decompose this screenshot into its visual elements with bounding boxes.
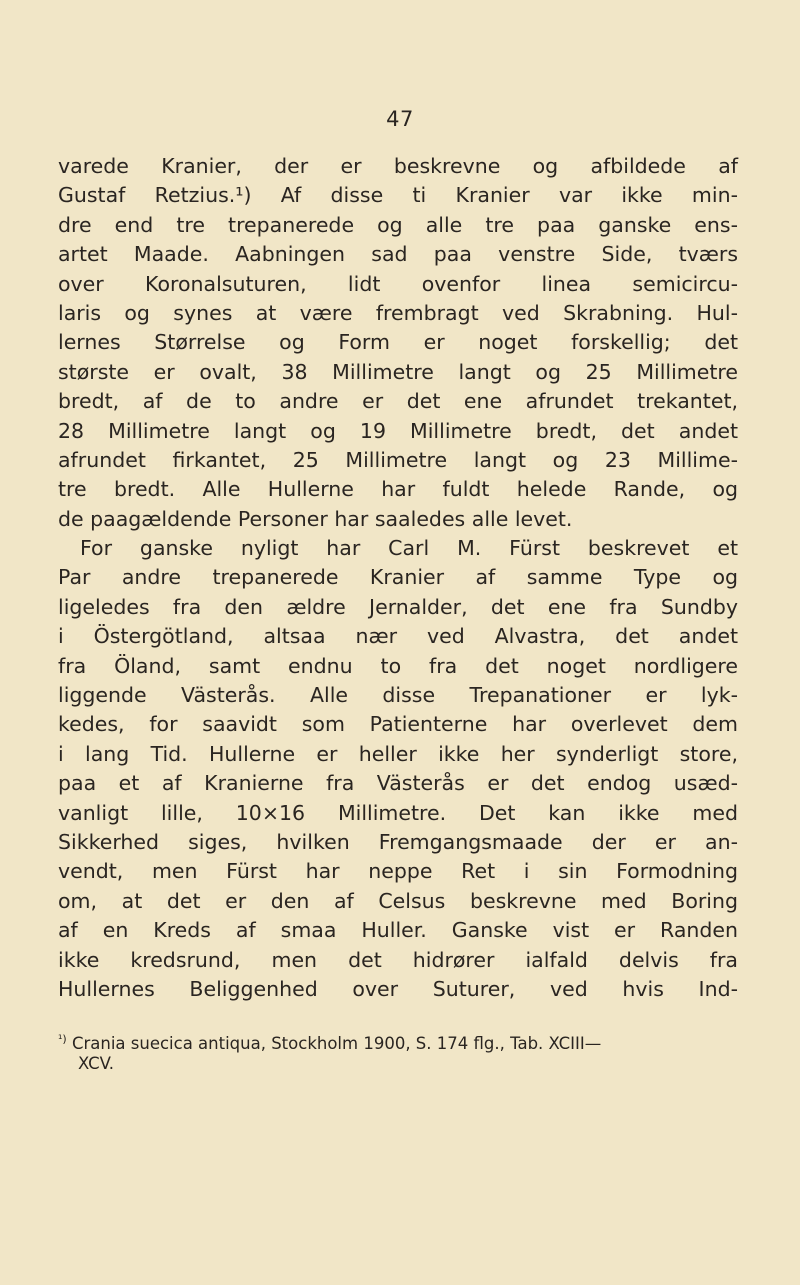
text-line: kedes, for saavidt som Patienterne har overlevet dem (58, 712, 738, 737)
footnote (58, 1034, 738, 1074)
page-number: 47 (386, 107, 414, 131)
text-line: største er ovalt, 38 Millimetre langt og 25 Millimetre (58, 359, 738, 384)
body-text (58, 152, 738, 1004)
text-line: i Östergötland, altsaa nær ved Alvastra, det andet (58, 624, 738, 649)
footnote-marker: ¹) (58, 1032, 67, 1046)
text-line: om, at det er den af Celsus beskrevne med Boring (58, 888, 738, 913)
text-line: i lang Tid. Hullerne er heller ikke her synderligt store, (58, 741, 738, 766)
text-line: varede Kranier, der er beskrevne og afbildede af (58, 154, 738, 178)
text-line: Gustaf Retzius.¹) Af disse ti Kranier var ikke min- (58, 183, 738, 208)
text-line: vendt, men Fürst har neppe Ret i sin Formodning (58, 859, 738, 884)
text-line: liggende Västerås. Alle disse Trepanationer er lyk- (58, 683, 738, 708)
text-line: Par andre trepanerede Kranier af samme Type og (58, 565, 738, 590)
text-line: over Koronalsuturen, lidt ovenfor linea semicircu- (58, 271, 738, 296)
text-line: Hullernes Beliggenhed over Suturer, ved hvis Ind- (58, 976, 738, 1001)
text-line: lernes Størrelse og Form er noget forskellig; det (58, 330, 738, 355)
text-line: artet Maade. Aabningen sad paa venstre Side, tværs (58, 242, 738, 267)
paragraph-start-line: For ganske nyligt har Carl M. Fürst beskrevet et (80, 536, 738, 561)
text-line: fra Öland, samt endnu to fra det noget nordligere (58, 653, 738, 678)
text-line: ikke kredsrund, men det hidrører ialfald delvis fra (58, 947, 738, 972)
footnote-continuation: XCV. (78, 1054, 115, 1073)
footnote-text: Crania suecica antiqua, Stockholm 1900, S. 174 flg., Tab. XCIII— (71, 1034, 602, 1053)
text-line: paa et af Kranierne fra Västerås er det endog usæd- (58, 771, 738, 796)
text-line: af en Kreds af smaa Huller. Ganske vist er Randen (58, 918, 738, 943)
text-line: 28 Millimetre langt og 19 Millimetre bredt, det andet (58, 418, 738, 443)
text-line: laris og synes at være frembragt ved Skrabning. Hul- (58, 300, 738, 325)
text-line: dre end tre trepanerede og alle tre paa ganske ens- (58, 212, 738, 237)
paragraph-end-line: de paagældende Personer har saaledes alle levet. (58, 506, 573, 531)
text-line: Sikkerhed siges, hvilken Fremgangsmaade der er an- (58, 829, 738, 854)
text-line: afrundet firkantet, 25 Millimetre langt og 23 Millime- (58, 447, 738, 472)
text-line: ligeledes fra den ældre Jernalder, det ene fra Sundby (58, 594, 738, 619)
text-line: tre bredt. Alle Hullerne har fuldt helede Rande, og (58, 477, 738, 502)
text-line: vanligt lille, 10×16 Millimetre. Det kan ikke med (58, 800, 738, 825)
text-line: bredt, af de to andre er det ene afrundet trekantet, (58, 389, 738, 414)
footnote-line (58, 1034, 738, 1054)
